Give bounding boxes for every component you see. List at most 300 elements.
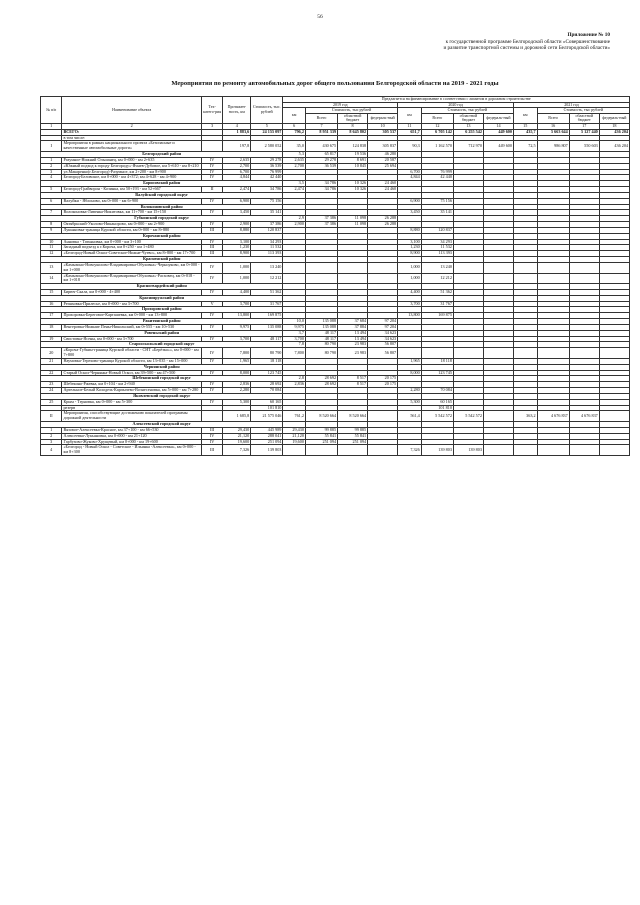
table-cell: 435,7 [513, 129, 537, 135]
object-name: Западный подъезд к г.Короча, км 0+250 - км 1+480 [62, 245, 201, 251]
table-cell: 12 212 [251, 273, 283, 284]
table-cell: 72,5 [513, 141, 537, 152]
table-cell [513, 445, 537, 456]
district-subtotal: 34 623 [368, 330, 398, 336]
repair-table [40, 96, 630, 456]
table-cell: 76 999 [421, 169, 453, 175]
table-cell: 9 [41, 227, 62, 233]
table-cell: 2,635 [283, 157, 306, 163]
district-subtotal: 26 288 [368, 216, 398, 222]
district-name: Волоконовский район [41, 204, 283, 210]
district-name: Белгородский район [41, 152, 283, 158]
table-cell: 1 685,8 [223, 411, 251, 422]
table-cell: 120 837 [421, 227, 453, 233]
table-cell: 34 293 [251, 239, 283, 245]
table-cell: 35 141 [421, 210, 453, 216]
table-cell: IV [201, 324, 222, 330]
table-cell: 13,800 [223, 313, 251, 319]
header-no: № п/п [41, 97, 62, 124]
table-cell: 34 786 [251, 187, 283, 193]
table-cell: 1,000 [223, 262, 251, 273]
object-name: Прохоровка-Береговое-Карташевка, км 0+000 - км 13+800 [62, 313, 201, 319]
table-cell: IV [201, 157, 222, 163]
table-cell: 99 885 [338, 427, 368, 433]
table-cell: 8,000 [223, 370, 251, 376]
table-cell: 436 204 [599, 141, 629, 152]
header-2020: 2020 год [398, 102, 514, 108]
object-name: Волоконовка-Ливенка-Никитовка, км 11+700 - км 15+150 [62, 210, 201, 216]
table-cell [569, 262, 599, 273]
table-row [41, 348, 630, 359]
header-federal-2019: федераль-ный [368, 113, 398, 123]
district-subtotal: 5,3 [283, 152, 306, 158]
table-cell: III [201, 427, 222, 433]
table-cell [283, 273, 306, 284]
table-cell [338, 445, 368, 456]
table-cell: 2 580 052 [251, 141, 283, 152]
table-cell: 23 [41, 382, 62, 388]
table-cell: 76 999 [251, 169, 283, 175]
column-number: 10 [368, 123, 398, 129]
table-cell: 6,900 [223, 198, 251, 204]
table-cell: 2,280 [398, 388, 422, 394]
object-name: Свистовка-Ясены, км 0+000 - км 3+700 [62, 336, 201, 342]
table-cell [421, 348, 453, 359]
district-subtotal: 23 983 [338, 342, 368, 348]
table-cell: 34 623 [368, 336, 398, 342]
table-cell [599, 348, 629, 359]
document-title: Мероприятия по ремонту автомобильных дорог общего пользования Белгородской области на 2019 - 2021 годы [171, 80, 499, 87]
table-cell: 35,0 [283, 141, 306, 152]
table-cell: IV [201, 175, 222, 181]
table-cell: 11 [41, 245, 62, 251]
column-number: 18 [599, 123, 629, 129]
object-name: «Камызино-Новоуколово-Владимировка-Обуховка»-Расховец, км 0+018 - км 1+018 [62, 273, 201, 284]
table-cell: IV [201, 289, 222, 295]
table-cell: 25 [41, 399, 62, 405]
object-name: в том числе: [62, 135, 201, 141]
table-cell: IV [201, 370, 222, 376]
object-name: Репяховка-Прилесье, км 0+000 - км 3+700 [62, 301, 201, 307]
table-cell: 101 810 [251, 405, 283, 411]
table-cell: 986 807 [537, 141, 569, 152]
header-total-2019: Всего [305, 113, 337, 123]
object-name: Наумовка-Терехово-граница Курской области, км 13+035 - км 15+000 [62, 358, 201, 364]
table-cell: 251 094 [305, 439, 337, 445]
table-cell: 31 767 [251, 301, 283, 307]
table-cell: 3,700 [398, 301, 422, 307]
table-cell: 363,2 [513, 411, 537, 422]
column-number: 15 [513, 123, 537, 129]
table-cell: 10 [41, 239, 62, 245]
table-cell: 60 165 [251, 399, 283, 405]
table-cell: IV [201, 388, 222, 394]
table-cell: IV [201, 163, 222, 169]
object-name: Гарбузово-Жуково-Хрущевый, км 0+000 - км 19+600 [62, 439, 201, 445]
table-cell: 5 663 644 [537, 129, 569, 135]
table-cell [305, 445, 337, 456]
table-cell: 11 098 [338, 222, 368, 228]
table-cell: 24 460 [368, 187, 398, 193]
table-cell [368, 411, 398, 422]
object-name: «Южный подход к городу Белгороду»-Ячнев-Дубовое, км 5+610 - км 8+210 [62, 163, 201, 169]
object-name: Валуйки - Яблоново, км 0+000 - км 6+900 [62, 198, 201, 204]
column-number: 13 [453, 123, 483, 129]
table-cell [537, 262, 569, 273]
table-cell: 19,600 [283, 439, 306, 445]
table-cell [368, 273, 398, 284]
table-cell: 26 288 [368, 222, 398, 228]
table-cell [483, 273, 513, 284]
object-name: Анновка - Татьяновка, км 0+000 - км 3+100 [62, 239, 201, 245]
table-cell [599, 445, 629, 456]
table-cell [537, 348, 569, 359]
table-cell: 1 [41, 157, 62, 163]
table-cell: 48 117 [251, 336, 283, 342]
header-federal-2021: федераль-ный [599, 113, 629, 123]
table-cell: IV [201, 222, 222, 228]
table-cell: 42 440 [251, 175, 283, 181]
table-cell: 36 539 [251, 163, 283, 169]
object-name: Алексеевка-Лукьяновка, км 0+000 - км 21+120 [62, 433, 201, 439]
district-name: Яковлевский городской округ [41, 393, 283, 399]
table-cell [513, 348, 537, 359]
column-number: 12 [421, 123, 453, 129]
district-name: Прохоровский район [41, 307, 283, 313]
table-cell: 6 255 542 [453, 129, 483, 135]
table-cell: 251 094 [338, 439, 368, 445]
table-cell: 445 989 [251, 427, 283, 433]
table-cell: 2,474 [283, 187, 306, 193]
table-cell: IV [201, 358, 222, 364]
table-row [41, 141, 630, 152]
table-cell: 4,400 [223, 289, 251, 295]
header-federal-2020: федераль-ный [483, 113, 513, 123]
table-cell: 4 676 837 [537, 411, 569, 422]
table-cell: 1,230 [223, 245, 251, 251]
column-number: 14 [483, 123, 513, 129]
table-cell: 5 [41, 187, 62, 193]
table-cell: 13 494 [338, 336, 368, 342]
table-cell: 2,474 [223, 187, 251, 193]
table-cell: 3,100 [398, 239, 422, 245]
table-cell: 29 278 [251, 157, 283, 163]
header-length: Протяжен-ность, км [223, 97, 251, 124]
table-cell [201, 411, 222, 422]
object-name: Шебекино-Ржевка, км 0+104 - км 2+940 [62, 382, 201, 388]
table-cell [483, 262, 513, 273]
table-cell: 10 845 [338, 163, 368, 169]
table-cell: 8 951 339 [305, 129, 337, 135]
table-cell: 4,844 [223, 175, 251, 181]
header-category: Тех-катего-рия [201, 97, 222, 124]
table-cell: 651,7 [398, 129, 422, 135]
table-cell [398, 348, 422, 359]
table-cell [599, 262, 629, 273]
table-cell: 31 767 [421, 301, 453, 307]
table-cell: 5 542 572 [421, 411, 453, 422]
column-number: 7 [305, 123, 337, 129]
object-name: Бирюч-Скала, км 0+000 - 4+400 [62, 289, 201, 295]
table-cell: 3,700 [223, 336, 251, 342]
table-cell: 42 440 [421, 175, 453, 181]
table-cell: IV [201, 198, 222, 204]
table-cell: 13 [41, 262, 62, 273]
table-cell: 18 118 [251, 358, 283, 364]
table-cell: 80 790 [251, 348, 283, 359]
district-subtotal: 20 175 [368, 376, 398, 382]
table-cell: 2 [41, 163, 62, 169]
district-name: Краснояружский район [41, 295, 283, 301]
table-cell: 6 [41, 198, 62, 204]
table-cell: 3,450 [223, 210, 251, 216]
table-cell: 6,900 [398, 198, 422, 204]
table-cell: 3 [41, 169, 62, 175]
district-subtotal: 80 790 [305, 342, 337, 348]
district-subtotal: 2,9 [283, 216, 306, 222]
table-cell: 23 983 [338, 348, 368, 359]
table-cell: 70 084 [421, 388, 453, 394]
table-cell: 8,900 [398, 251, 422, 257]
table-cell: 1,965 [223, 358, 251, 364]
table-cell [483, 411, 513, 422]
table-cell [283, 262, 306, 273]
table-cell: 3,450 [398, 210, 422, 216]
district-subtotal: 10 326 [338, 181, 368, 187]
district-subtotal: 13 494 [338, 330, 368, 336]
table-cell: IV [201, 439, 222, 445]
table-cell: 18 [41, 324, 62, 330]
district-subtotal: 97 204 [368, 319, 398, 325]
table-cell: 3,700 [283, 336, 306, 342]
district-subtotal: 48 117 [305, 330, 337, 336]
table-cell: 19 [41, 336, 62, 342]
district-subtotal: 3,5 [283, 181, 306, 187]
table-cell: 1 883,6 [223, 129, 251, 135]
header-total-2021: Всего [537, 113, 569, 123]
object-name: ВСЕГО: [62, 129, 201, 135]
object-name: «Белгород-Новый Оскол-Советское-Нижне-Чуево», км 8+800 - км 17+700 [62, 251, 201, 257]
object-name: Мероприятия, способствующие достижению показателей программы дорожной деятельности [62, 411, 201, 422]
table-cell: 305 837 [368, 141, 398, 152]
table-cell: 561,4 [398, 411, 422, 422]
table-cell [338, 273, 368, 284]
table-cell: 29,430 [223, 427, 251, 433]
table-cell: 21,120 [223, 433, 251, 439]
header-cost: Стоимость, тыс. рублей [251, 97, 283, 124]
object-name: «Короча-Губкин-граница Курской области - СНТ «Берёзка»», км 0+000 - км 7+800 [62, 348, 201, 359]
table-cell: 29 278 [305, 157, 337, 163]
table-cell: 2 [41, 433, 62, 439]
object-name: Разумное-Нижний Ольшанец, км 0+000 - км 2+635 [62, 157, 201, 163]
district-name: Ровеньский район [41, 330, 283, 336]
district-subtotal: 19 536 [338, 152, 368, 158]
table-cell: 80 790 [305, 348, 337, 359]
district-subtotal: 56 807 [368, 342, 398, 348]
table-cell: 28 692 [305, 382, 337, 388]
table-cell: 18 118 [421, 358, 453, 364]
table-cell: 8,880 [223, 227, 251, 233]
table-cell: 75 156 [251, 198, 283, 204]
table-cell: III [201, 445, 222, 456]
table-cell: 2,280 [223, 388, 251, 394]
table-cell: I [41, 141, 62, 152]
table-cell: 3,700 [223, 301, 251, 307]
table-cell: 17 [41, 313, 62, 319]
header-regional-2019: областной бюджет [338, 113, 368, 123]
table-cell: 251 094 [251, 439, 283, 445]
table-cell: III [201, 245, 222, 251]
district-subtotal: 2,8 [283, 376, 306, 382]
column-number: 17 [569, 123, 599, 129]
table-cell: 113 393 [421, 251, 453, 257]
table-cell: 21 575 046 [251, 411, 283, 422]
district-subtotal: 8 517 [338, 376, 368, 382]
table-cell: 3,100 [223, 239, 251, 245]
object-name: Вязовое-Алексеевка-Красное, км 37+100 - км 66+530 [62, 427, 201, 433]
table-cell: 3 [41, 439, 62, 445]
table-cell: 6,700 [223, 169, 251, 175]
object-name: Артельное-Белый Колодезь-Карпычево-Вознесеновка, км 5+000 - км 7+280 [62, 388, 201, 394]
district-name: Валуйский городской округ [41, 192, 283, 198]
table-cell [537, 445, 569, 456]
table-cell: 21,120 [283, 433, 306, 439]
table-cell [537, 273, 569, 284]
table-cell: II [41, 411, 62, 422]
table-cell: 37 884 [338, 324, 368, 330]
table-cell [453, 348, 483, 359]
header-regional-2020: областной бюджет [453, 113, 483, 123]
table-cell: V [201, 301, 222, 307]
header-cost-2019: Стоимость, тыс рублей [305, 108, 397, 114]
table-cell: 288 041 [251, 433, 283, 439]
table-cell: 169 875 [421, 313, 453, 319]
table-cell [283, 445, 306, 456]
table-cell: 430 675 [305, 141, 337, 152]
column-number: 6 [283, 123, 306, 129]
table-cell: 90,3 [398, 141, 422, 152]
appendix-line-1: к государственной программе Белгородской области «Совершенствование [445, 38, 610, 45]
table-cell: 8,880 [398, 227, 422, 233]
district-name: Губкинский городской округ [41, 216, 283, 222]
district-name: Красногвардейский район [41, 284, 283, 290]
page-number: 56 [317, 14, 323, 20]
table-cell: 75 156 [421, 198, 453, 204]
column-number: 8 [338, 123, 368, 129]
district-name: Старооскольский городской округ [41, 342, 283, 348]
district-name: Борисовский район [41, 181, 283, 187]
table-row [41, 445, 630, 456]
district-subtotal: 11 098 [338, 216, 368, 222]
object-name: Октябрьский-Уколово-Никанорово, км 0+000 - км 2+900 [62, 222, 201, 228]
table-cell: IV [201, 262, 222, 273]
table-cell: 35 141 [251, 210, 283, 216]
table-cell: 99 885 [305, 427, 337, 433]
table-cell: 4,844 [398, 175, 422, 181]
table-row [41, 273, 630, 284]
table-cell: 449 600 [483, 141, 513, 152]
district-subtotal: 7,8 [283, 342, 306, 348]
table-cell [513, 262, 537, 273]
table-cell: 51 362 [421, 289, 453, 295]
table-cell: 19,600 [223, 439, 251, 445]
table-cell: 9,975 [223, 324, 251, 330]
header-cost-2021: Стоимость, тыс рублей [537, 108, 629, 114]
district-subtotal: 3,7 [283, 330, 306, 336]
table-cell: 2,700 [223, 163, 251, 169]
table-cell: 15 [41, 289, 62, 295]
table-cell [453, 273, 483, 284]
object-name: Белгород-Грайворон - Козинка, км 50+193 - км 52+667 [62, 187, 201, 193]
table-cell: 449 600 [483, 129, 513, 135]
object-name: Лукьяновка-граница Курской области, км 0+000 - км 8+880 [62, 227, 201, 233]
table-row [41, 411, 630, 422]
table-cell [305, 262, 337, 273]
table-cell: 197,8 [223, 141, 251, 152]
table-cell: 55 841 [338, 433, 368, 439]
district-subtotal: 135 088 [305, 319, 337, 325]
object-name: резерв [62, 405, 201, 411]
table-cell: 2,700 [283, 163, 306, 169]
table-cell: 120 837 [251, 227, 283, 233]
table-cell: IV [201, 348, 222, 359]
table-cell: 25 694 [368, 163, 398, 169]
column-number: 4 [223, 123, 251, 129]
table-cell: 13 240 [251, 262, 283, 273]
district-name: Корочанский район [41, 233, 283, 239]
district-subtotal: 37 684 [338, 319, 368, 325]
column-number: 11 [398, 123, 422, 129]
table-cell: IV [201, 210, 222, 216]
column-number: 16 [537, 123, 569, 129]
table-cell: 11 532 [251, 245, 283, 251]
table-cell: 1 [41, 427, 62, 433]
object-name: Старый Оскол-Чернянка-Новый Оскол, км 39+500 - км 47+500 [62, 370, 201, 376]
table-cell: 9,975 [283, 324, 306, 330]
table-cell: IV [201, 399, 222, 405]
table-cell [483, 348, 513, 359]
table-cell [368, 262, 398, 273]
table-cell [305, 273, 337, 284]
header-name: Наименование объекта [62, 97, 201, 124]
table-cell: 550 603 [569, 141, 599, 152]
object-name: ул.Макаренко(г.Белгород)-Разумное, км 2+200 - км 8+900 [62, 169, 201, 175]
table-cell: 6,700 [398, 169, 422, 175]
table-cell: 1,000 [223, 273, 251, 284]
table-cell [201, 141, 222, 152]
table-cell: 135 088 [251, 324, 283, 330]
table-cell: 8 520 664 [305, 411, 337, 422]
table-cell: IV [201, 313, 222, 319]
object-name: Белгород-Беловское, км 0+000 - км 4+372; км 4+628 - км 4+900 [62, 175, 201, 181]
header-km-2020: км [398, 108, 422, 124]
column-number: 5 [251, 123, 283, 129]
table-cell: 169 875 [251, 313, 283, 319]
table-cell: 48 117 [305, 336, 337, 342]
table-cell: 20 175 [368, 382, 398, 388]
district-subtotal: 28 692 [305, 376, 337, 382]
column-number: 1 [41, 123, 62, 129]
table-cell [599, 411, 629, 422]
table-cell: 6 705 142 [421, 129, 453, 135]
table-cell: 2,635 [223, 157, 251, 163]
table-cell [483, 445, 513, 456]
table-cell [453, 262, 483, 273]
table-cell: 712 970 [453, 141, 483, 152]
table-cell: 761,2 [283, 411, 306, 422]
table-cell: 51 362 [251, 289, 283, 295]
district-subtotal: 34 786 [305, 181, 337, 187]
